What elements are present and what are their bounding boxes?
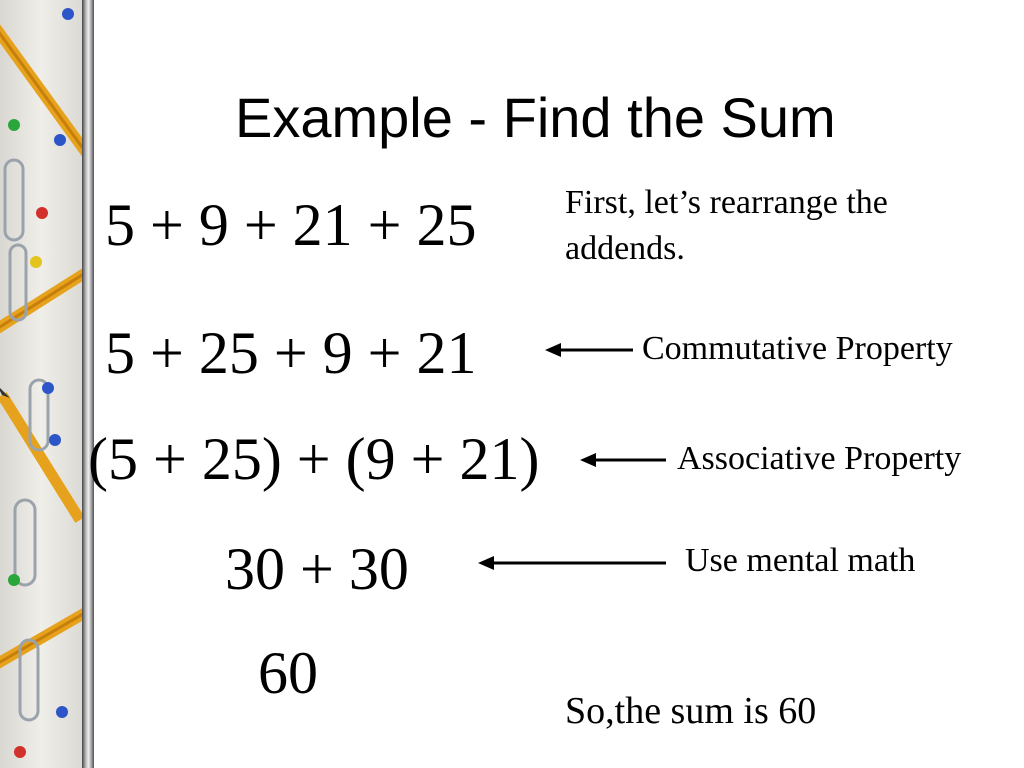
arrow-left-icon: [478, 551, 668, 575]
pencil-icon: [0, 610, 82, 665]
expression-result: 60: [258, 640, 318, 706]
conclusion-text: So,the sum is 60: [565, 690, 817, 732]
arrow-left-icon: [545, 338, 635, 362]
border-edge: [82, 0, 94, 768]
intro-note-line: First, let’s rearrange the: [565, 184, 888, 221]
pencil-icon: [0, 385, 80, 520]
intro-note: [565, 180, 888, 272]
expression-partial-sums: 30 + 30: [225, 536, 409, 602]
expression-grouped: (5 + 25) + (9 + 21): [88, 426, 540, 492]
label-mental-math: Use mental math: [685, 542, 916, 579]
expression-commuted: 5 + 25 + 9 + 21: [105, 320, 477, 386]
pencil-icon: [0, 20, 82, 165]
pencil-icon: [0, 270, 82, 330]
label-commutative-property: Commutative Property: [642, 330, 953, 367]
expression-original: 5 + 9 + 21 + 25: [105, 192, 477, 258]
slide-title: Example - Find the Sum: [235, 86, 836, 149]
label-associative-property: Associative Property: [677, 440, 962, 477]
decorative-border: [0, 0, 82, 768]
arrow-left-icon: [580, 448, 668, 472]
intro-note-line: addends.: [565, 230, 685, 267]
